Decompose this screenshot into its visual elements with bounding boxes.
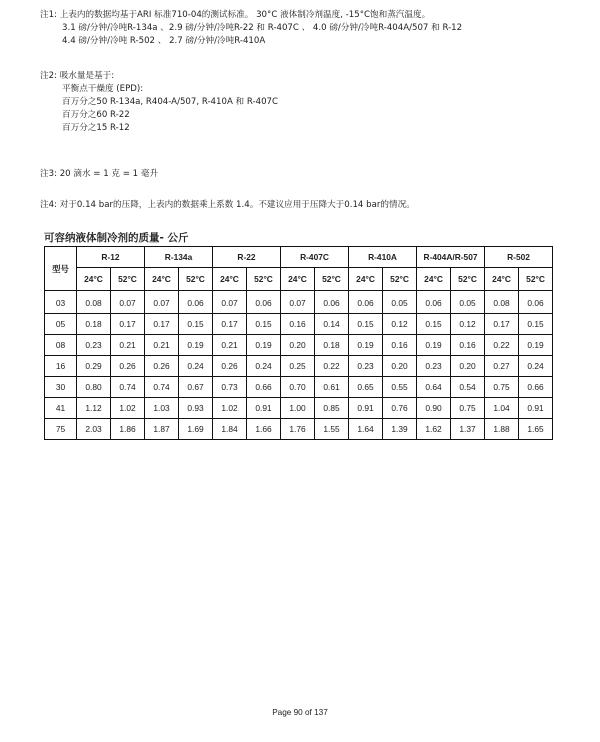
temperature-header: 24°C: [281, 268, 315, 291]
temperature-header: 24°C: [213, 268, 247, 291]
value-cell: 0.16: [383, 335, 417, 356]
note-2-label: 注2:: [40, 71, 57, 81]
value-cell: 0.18: [315, 335, 349, 356]
value-cell: 0.91: [519, 398, 553, 419]
value-cell: 1.02: [213, 398, 247, 419]
value-cell: 0.07: [213, 291, 247, 314]
model-cell: 41: [45, 398, 77, 419]
value-cell: 0.17: [111, 314, 145, 335]
refrigerant-header: R-502: [485, 247, 553, 268]
value-cell: 0.24: [179, 356, 213, 377]
value-cell: 0.20: [383, 356, 417, 377]
value-cell: 1.39: [383, 419, 417, 440]
value-cell: 0.65: [349, 377, 383, 398]
value-cell: 1.66: [247, 419, 281, 440]
value-cell: 0.80: [77, 377, 111, 398]
value-cell: 0.54: [451, 377, 485, 398]
value-cell: 0.05: [383, 291, 417, 314]
table-row: [45, 335, 553, 356]
value-cell: 0.23: [417, 356, 451, 377]
value-cell: 1.55: [315, 419, 349, 440]
table-title: 可容纳液体制冷剂的质量- 公斤: [44, 232, 189, 244]
value-cell: 0.06: [417, 291, 451, 314]
value-cell: 0.74: [111, 377, 145, 398]
value-cell: 0.19: [519, 335, 553, 356]
refrigerant-capacity-table: [44, 246, 553, 440]
value-cell: 1.84: [213, 419, 247, 440]
value-cell: 1.37: [451, 419, 485, 440]
value-cell: 0.91: [247, 398, 281, 419]
value-cell: 0.70: [281, 377, 315, 398]
note-1: [40, 9, 462, 48]
note-4-label: 注4:: [40, 200, 57, 210]
value-cell: 0.17: [145, 314, 179, 335]
value-cell: 1.02: [111, 398, 145, 419]
model-cell: 75: [45, 419, 77, 440]
value-cell: 0.12: [383, 314, 417, 335]
note-4-text: 对于0.14 bar的压降，上表内的数据乘上系数 1.4。不建议应用于压降大于0.14 bar的情况。: [59, 200, 415, 210]
value-cell: 0.07: [111, 291, 145, 314]
table-body: [45, 291, 553, 440]
refrigerant-header: R-134a: [145, 247, 213, 268]
value-cell: 0.85: [315, 398, 349, 419]
value-cell: 0.23: [77, 335, 111, 356]
value-cell: 1.03: [145, 398, 179, 419]
note-1-label: 注1:: [40, 10, 57, 20]
temperature-header: 52°C: [315, 268, 349, 291]
value-cell: 0.06: [247, 291, 281, 314]
value-cell: 0.17: [485, 314, 519, 335]
value-cell: 0.15: [247, 314, 281, 335]
value-cell: 0.15: [179, 314, 213, 335]
table-row: [45, 291, 553, 314]
value-cell: 0.18: [77, 314, 111, 335]
value-cell: 0.27: [485, 356, 519, 377]
value-cell: 0.21: [111, 335, 145, 356]
value-cell: 0.19: [247, 335, 281, 356]
value-cell: 0.75: [451, 398, 485, 419]
table-row: [45, 356, 553, 377]
temperature-header: 24°C: [485, 268, 519, 291]
value-cell: 1.87: [145, 419, 179, 440]
value-cell: 0.08: [77, 291, 111, 314]
value-cell: 1.76: [281, 419, 315, 440]
refrigerant-header: R-407C: [281, 247, 349, 268]
value-cell: 0.21: [213, 335, 247, 356]
note-3: [40, 168, 158, 181]
value-cell: 0.05: [451, 291, 485, 314]
value-cell: 0.22: [485, 335, 519, 356]
value-cell: 0.66: [247, 377, 281, 398]
value-cell: 0.75: [485, 377, 519, 398]
temperature-header: 24°C: [417, 268, 451, 291]
value-cell: 0.76: [383, 398, 417, 419]
value-cell: 0.73: [213, 377, 247, 398]
temperature-header: 52°C: [111, 268, 145, 291]
value-cell: 0.07: [145, 291, 179, 314]
value-cell: 0.64: [417, 377, 451, 398]
value-cell: 0.67: [179, 377, 213, 398]
note-2-line-2: 百万分之50 R-134a, R404-A/507, R-410A 和 R-407C: [62, 97, 279, 107]
note-3-text: 20 滴水 = 1 克 = 1 毫升: [59, 169, 159, 179]
value-cell: 0.66: [519, 377, 553, 398]
value-cell: 0.15: [417, 314, 451, 335]
model-cell: 05: [45, 314, 77, 335]
value-cell: 1.88: [485, 419, 519, 440]
model-cell: 16: [45, 356, 77, 377]
value-cell: 0.90: [417, 398, 451, 419]
value-cell: 1.00: [281, 398, 315, 419]
value-cell: 1.04: [485, 398, 519, 419]
value-cell: 0.17: [213, 314, 247, 335]
value-cell: 0.19: [179, 335, 213, 356]
note-3-label: 注3:: [40, 169, 57, 179]
value-cell: 0.26: [213, 356, 247, 377]
value-cell: 0.25: [281, 356, 315, 377]
temperature-header: 52°C: [451, 268, 485, 291]
value-cell: 1.69: [179, 419, 213, 440]
temperature-header: 52°C: [247, 268, 281, 291]
value-cell: 0.06: [315, 291, 349, 314]
value-cell: 0.19: [349, 335, 383, 356]
model-cell: 03: [45, 291, 77, 314]
refrigerant-header-row: [45, 247, 553, 268]
note-1-line-1: 3.1 磅/分钟/冷吨R-134a 、2.9 磅/分钟/冷吨R-22 和 R-407C 、 4.0 磅/分钟/冷吨R-404A/507 和 R-12: [62, 23, 463, 33]
value-cell: 0.06: [349, 291, 383, 314]
value-cell: 0.24: [247, 356, 281, 377]
value-cell: 0.07: [281, 291, 315, 314]
note-2-line-3: 百万分之60 R-22: [62, 110, 130, 120]
value-cell: 0.61: [315, 377, 349, 398]
value-cell: 1.65: [519, 419, 553, 440]
value-cell: 0.06: [179, 291, 213, 314]
value-cell: 1.64: [349, 419, 383, 440]
note-2-text: 吸水量是基于:: [59, 71, 115, 81]
value-cell: 1.86: [111, 419, 145, 440]
table-row: [45, 398, 553, 419]
temperature-header: 52°C: [519, 268, 553, 291]
model-header: 型号: [45, 247, 77, 291]
value-cell: 0.24: [519, 356, 553, 377]
value-cell: 0.20: [451, 356, 485, 377]
value-cell: 0.23: [349, 356, 383, 377]
value-cell: 0.16: [281, 314, 315, 335]
value-cell: 0.12: [451, 314, 485, 335]
value-cell: 1.62: [417, 419, 451, 440]
note-4: [40, 199, 415, 212]
table-row: [45, 377, 553, 398]
refrigerant-header: R-404A/R-507: [417, 247, 485, 268]
value-cell: 0.26: [111, 356, 145, 377]
note-1-line-2: 4.4 磅/分钟/冷吨 R-502 、 2.7 磅/分钟/冷吨R-410A: [62, 36, 266, 46]
note-2-line-1: 平衡点干燥度 (EPD):: [62, 84, 144, 94]
table-row: [45, 419, 553, 440]
value-cell: 0.06: [519, 291, 553, 314]
temperature-header: 24°C: [349, 268, 383, 291]
refrigerant-header: R-410A: [349, 247, 417, 268]
note-2-line-4: 百万分之15 R-12: [62, 123, 130, 133]
temperature-header: 52°C: [179, 268, 213, 291]
value-cell: 0.93: [179, 398, 213, 419]
temperature-header: 52°C: [383, 268, 417, 291]
value-cell: 0.74: [145, 377, 179, 398]
table-row: [45, 314, 553, 335]
temperature-header: 24°C: [77, 268, 111, 291]
page-number: Page 90 of 137: [272, 708, 328, 717]
value-cell: 0.15: [519, 314, 553, 335]
value-cell: 0.16: [451, 335, 485, 356]
temperature-header-row: [45, 268, 553, 291]
value-cell: 2.03: [77, 419, 111, 440]
value-cell: 0.14: [315, 314, 349, 335]
refrigerant-header: R-12: [77, 247, 145, 268]
value-cell: 0.29: [77, 356, 111, 377]
value-cell: 0.20: [281, 335, 315, 356]
note-2: [40, 70, 278, 135]
value-cell: 0.21: [145, 335, 179, 356]
refrigerant-header: R-22: [213, 247, 281, 268]
model-cell: 08: [45, 335, 77, 356]
model-cell: 30: [45, 377, 77, 398]
temperature-header: 24°C: [145, 268, 179, 291]
value-cell: 0.22: [315, 356, 349, 377]
value-cell: 1.12: [77, 398, 111, 419]
value-cell: 0.08: [485, 291, 519, 314]
note-1-text: 上表内的数据均基于ARI 标准710-04的测试标准。 30°C 液体制冷剂温度, -15°C饱和蒸汽温度。: [59, 10, 431, 20]
value-cell: 0.91: [349, 398, 383, 419]
value-cell: 0.15: [349, 314, 383, 335]
value-cell: 0.19: [417, 335, 451, 356]
value-cell: 0.26: [145, 356, 179, 377]
value-cell: 0.55: [383, 377, 417, 398]
